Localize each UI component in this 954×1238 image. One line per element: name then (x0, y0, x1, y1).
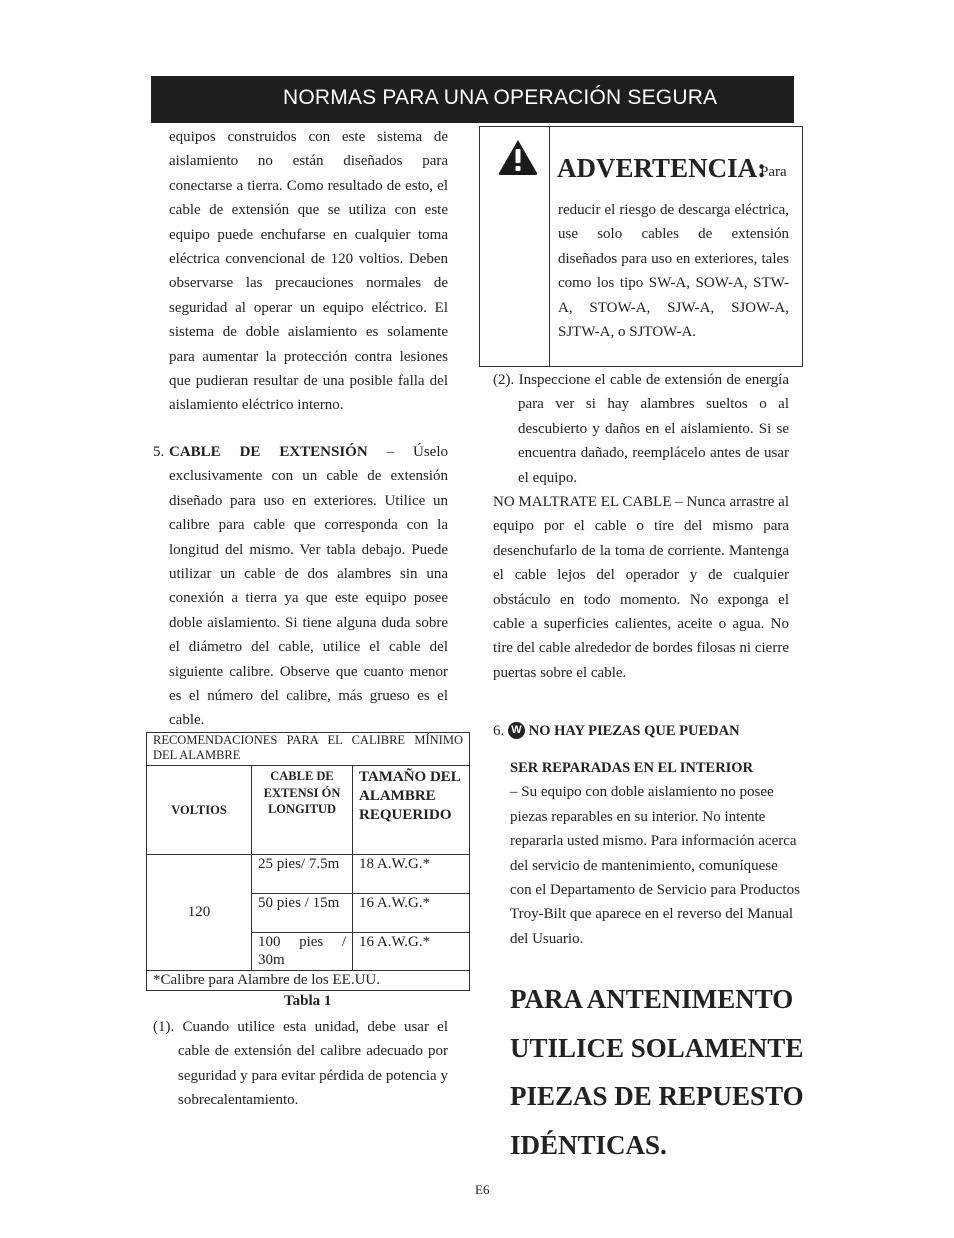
gauge-cell: 16 A.W.G.* (353, 894, 470, 933)
length-cell: 100 pies / 30m (252, 933, 353, 971)
no-maltrate-paragraph: NO MALTRATE EL CABLE – Nunca arrastre al equipo por el cable o tire del mismo para desenchufarlo de la toma de corriente. Mantenga el cable lejos del operador y de cualquier obstáculo en todo momento. No exponga el cable a superficies calientes, aceite o agua. No tire del cable alrededor de bordes filosas ni cierre puertas sobre el cable. (493, 494, 789, 681)
voltage-cell: 120 (147, 855, 252, 971)
col-longitud: CABLE DE EXTENSI ÓN LONGITUD (252, 766, 353, 855)
length-cell: 50 pies / 15m (252, 894, 353, 933)
item-6-heading-row (493, 722, 793, 740)
col-tamano: TAMAÑO DEL ALAMBRE REQUERIDO (353, 766, 470, 855)
length-cell: 25 pies/ 7.5m (252, 855, 353, 894)
warning-text: reducir el riesgo de descarga eléctrica, use solo cables de extensión diseñados para uso en exteriores, tales como los tipo SW-A, SOW-A, STW-A, STOW-A, SJW-A, SJOW-A, SJTW-A, o SJTOW-A. (558, 202, 789, 341)
right-column-text (493, 368, 789, 685)
gauge-table (146, 732, 470, 991)
table-title: RECOMENDACIONES PARA EL CALIBRE MÍNIMO DEL ALAMBRE (147, 733, 470, 766)
item-5 (153, 440, 448, 733)
item-6-body (510, 756, 800, 951)
warning-divider (549, 127, 550, 366)
intro-paragraph: equipos construidos con este sistema de aislamiento no están diseñados para conectarse a tierra. Como resultado de esto, el cable de extensión que se utiliza con este equipo puede enchufarse en cualquier toma eléctrica convencional de 120 voltios. Deben observarse las precauciones normales de seguridad al operar un equipo eléctrico. El sistema de doble aislamiento es solamente para aumentar la protección contra lesiones que pudieran resultar de una posible falla del aislamiento eléctrico interno. (169, 129, 448, 414)
item-5-heading: CABLE DE EXTENSIÓN (169, 444, 368, 460)
gauge-cell: 16 A.W.G.* (353, 933, 470, 971)
section-header (151, 76, 794, 123)
col-voltios: VOLTIOS (147, 766, 252, 855)
warning-triangle-icon (497, 138, 539, 176)
note-1 (153, 1015, 448, 1113)
gauge-cell: 18 A.W.G.* (353, 855, 470, 894)
page-number: E6 (475, 1182, 490, 1197)
note-2: (2). Inspeccione el cable de extensión de energía para ver si hay alambres sueltos o al descubierto y daños en el aislamiento. Si se encuentra dañado, reemplácelo antes de usar el equipo. (493, 372, 789, 486)
double-insulation-w-icon: W (508, 722, 525, 739)
warning-lead: Para (760, 164, 787, 180)
table-caption: Tabla 1 (284, 993, 332, 1009)
item-6-heading-line2: SER REPARADAS EN EL INTERIOR (510, 760, 754, 776)
warning-title: ADVERTENCIA: (557, 153, 767, 183)
replacement-parts-notice: PARA ANTENIMENTO UTILICE SOLAMENTE PIEZAS DE REPUESTO IDÉNTICAS. (510, 984, 804, 1160)
item-6-number: 6. (493, 723, 505, 739)
note-1-text: (1). Cuando utilice esta unidad, debe usar el cable de extensión del calibre adecuado por seguridad y para evitar pérdida de potencia y sobrecalentamiento. (153, 1019, 448, 1109)
item-6-text: – Su equipo con doble aislamiento no posee piezas reparables en su interior. No intente repararla usted mismo. Para información acerca del servicio de mantenimiento, comuníquese con el Departamento de Servicio para Productos Troy-Bilt que aparece en el reverso del Manual del Usuario. (510, 784, 800, 947)
section-title: NORMAS PARA UNA OPERACIÓN SEGURA (283, 86, 718, 109)
table-footnote: *Calibre para Alambre de los EE.UU. (147, 971, 470, 991)
item-5-number: 5. (153, 444, 165, 460)
item-6-heading-line1: NO HAY PIEZAS QUE PUEDAN (528, 723, 740, 739)
item-5-body: – Úselo exclusivamente con un cable de extensión diseñado para uso en exteriores. Utilice un calibre para cable que corresponda con la longitud del mismo. Ver tabla debajo. Puede utilizar un cable de dos alambres sin una conexión a tierra ya que este equipo posee doble aislamiento. Si tiene alguna duda sobre el diámetro del cable, utilice el cable del siguiente calibre. Observe que cuanto menor es el número del calibre, más grueso es el cable. (169, 444, 448, 729)
